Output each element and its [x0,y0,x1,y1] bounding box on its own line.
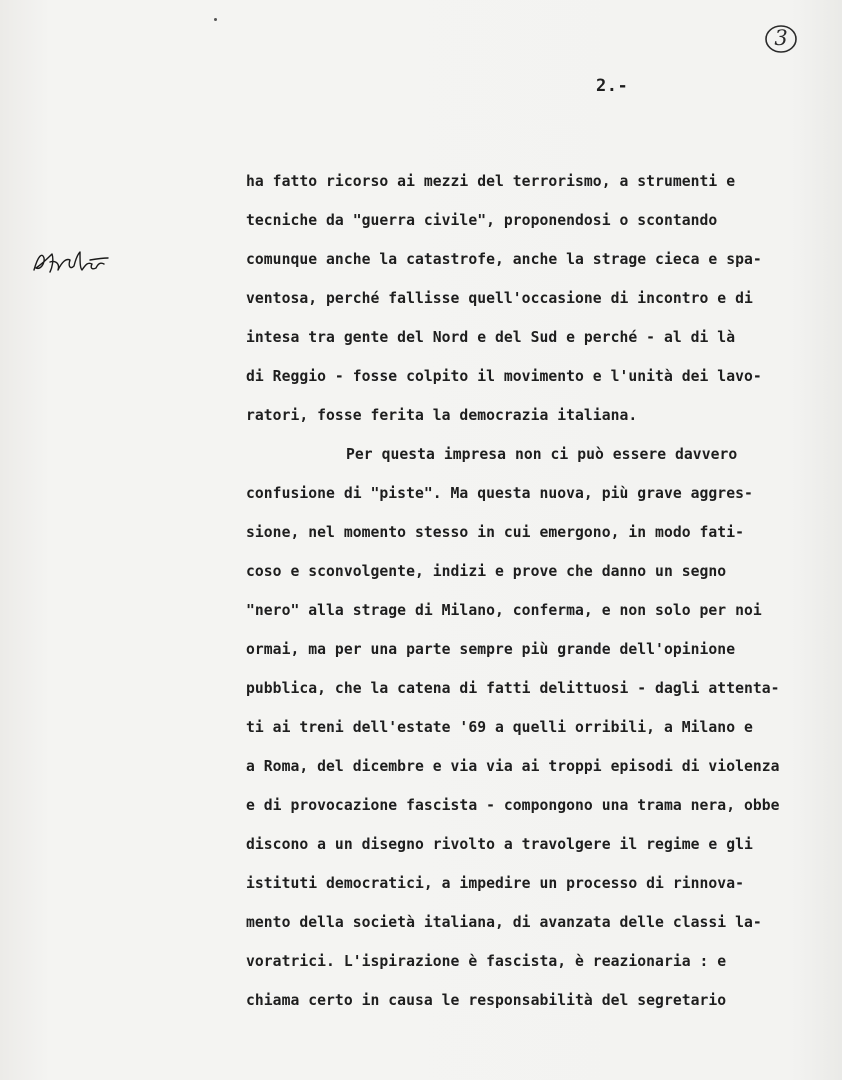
text-line: mento della società italiana, di avanzata delle classi la- [246,914,762,931]
text-line: ventosa, perché fallisse quell'occasione di incontro e di [246,290,753,307]
text-line: Per questa impresa non ci può essere davvero [346,446,738,463]
text-line: ha fatto ricorso ai mezzi del terrorismo, a strumenti e [246,173,736,190]
text-line: a Roma, del dicembre e via via ai troppi episodi di violenza [246,758,780,775]
text-line: chiama certo in causa le responsabilità del segretario [246,992,727,1009]
text-line: istituti democratici, a impedire un processo di rinnova- [246,875,744,892]
text-line: confusione di "piste". Ma questa nuova, più grave aggres- [246,485,753,502]
text-line: coso e sconvolgente, indizi e prove che danno un segno [246,563,727,580]
text-line: sione, nel momento stesso in cui emergono, in modo fati- [246,524,744,541]
text-line: comunque anche la catastrofe, anche la strage cieca e spa- [246,251,762,268]
text-line: ratori, fosse ferita la democrazia italiana. [246,407,638,424]
circled-page-digit: 3 [774,26,788,50]
text-line: ti ai treni dell'estate '69 a quelli orribili, a Milano e [246,719,753,736]
text-line: "nero" alla strage di Milano, conferma, e non solo per noi [246,602,762,619]
page-number: 2.- [596,76,629,96]
ink-dot [214,18,217,21]
text-line: pubblica, che la catena di fatti delittuosi - dagli attenta- [246,680,780,697]
handwritten-initials-icon [30,246,114,278]
text-line: voratrici. L'ispirazione è fascista, è reazionaria : e [246,953,727,970]
text-line: di Reggio - fosse colpito il movimento e l'unità dei lavo- [246,368,762,385]
circled-page-mark [764,24,798,54]
text-line: discono a un disegno rivolto a travolgere il regime e gli [246,836,753,853]
text-line: e di provocazione fascista - compongono una trama nera, obbe [246,797,780,814]
text-line: intesa tra gente del Nord e del Sud e perché - al di là [246,329,736,346]
text-line: tecniche da "guerra civile", proponendosi o scontando [246,212,718,229]
text-line: ormai, ma per una parte sempre più grande dell'opinione [246,641,736,658]
